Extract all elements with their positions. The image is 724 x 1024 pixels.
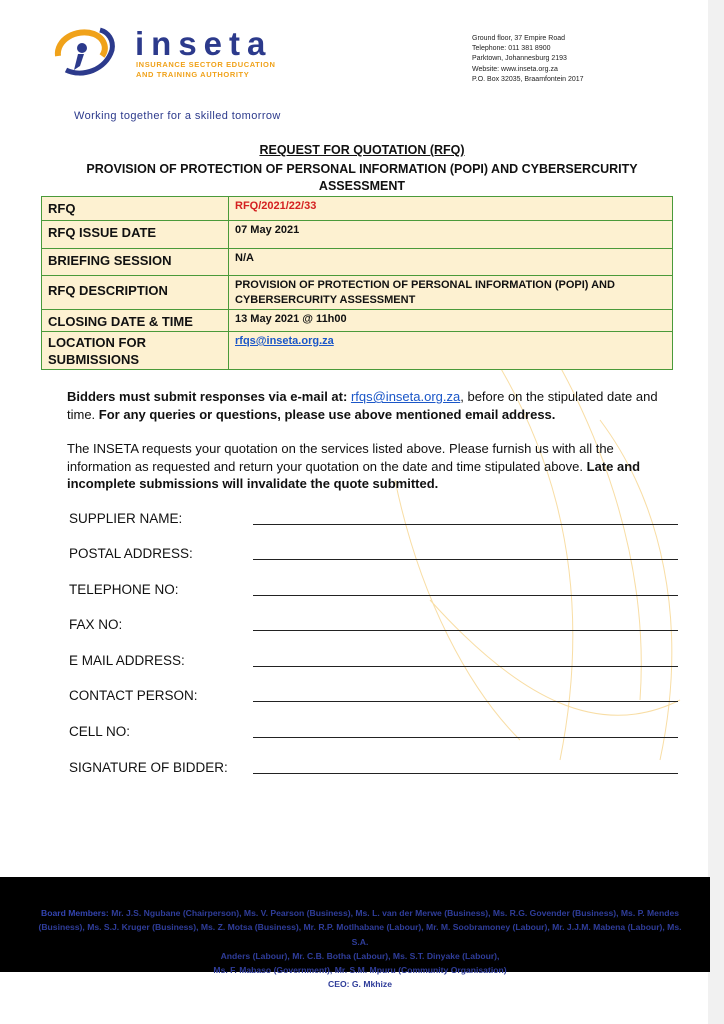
submission-instructions: Bidders must submit responses via e-mail at: rfqs@inseta.org.za, before on the stipulated date and time. For any queries or questions, please use above mentioned email address. bbox=[67, 389, 658, 422]
rfq-details-table bbox=[41, 196, 673, 370]
fill-line[interactable] bbox=[253, 737, 678, 738]
rfq-number: RFQ/2021/22/33 bbox=[229, 197, 673, 221]
contact-city: Parktown, Johannesburg 2193 bbox=[472, 55, 567, 63]
contact-block bbox=[472, 34, 584, 85]
contact-po-box: P.O. Box 32035, Braamfontein 2017 bbox=[472, 75, 584, 83]
table-row bbox=[42, 249, 673, 276]
table-row bbox=[42, 310, 673, 332]
ceo-name: CEO: G. Mkhize bbox=[328, 979, 392, 990]
row-label: RFQ ISSUE DATE bbox=[42, 221, 229, 249]
board-members-label: Board Members: bbox=[40, 908, 109, 918]
telephone-field[interactable] bbox=[69, 582, 679, 600]
contact-website: Website: www.inseta.org.za bbox=[472, 65, 558, 73]
row-label: RFQ bbox=[42, 197, 229, 221]
footer-bar bbox=[0, 877, 710, 990]
fill-line[interactable] bbox=[253, 595, 678, 596]
postal-address-field[interactable] bbox=[69, 546, 679, 564]
fill-line[interactable] bbox=[253, 666, 678, 667]
field-label: FAX NO: bbox=[69, 617, 123, 632]
contact-address: Ground floor, 37 Empire Road bbox=[472, 35, 565, 42]
row-label: LOCATION FOR SUBMISSIONS bbox=[42, 332, 229, 370]
contact-person-field[interactable] bbox=[69, 688, 679, 706]
cell-number-field[interactable] bbox=[69, 724, 679, 742]
contact-telephone: Telephone: 011 381 8900 bbox=[472, 45, 551, 53]
fill-line[interactable] bbox=[253, 773, 678, 774]
row-label: RFQ DESCRIPTION bbox=[42, 276, 229, 310]
field-label: CONTACT PERSON: bbox=[69, 688, 198, 703]
brand-subtitle: INSURANCE SECTOR EDUCATION AND TRAINING AUTHORITY bbox=[136, 60, 276, 79]
briefing-session: N/A bbox=[229, 249, 673, 276]
quotation-request-paragraph: The INSETA requests your quotation on the services listed above. Please furnish us with all the information as requested and return your quotation on the date and time stipulated above. Late and incomplete submissions will invalidate the quote submitted. bbox=[67, 441, 641, 491]
email-address-field[interactable] bbox=[69, 653, 679, 671]
submission-location bbox=[229, 332, 673, 370]
supplier-name-field[interactable] bbox=[69, 511, 679, 529]
field-label: SUPPLIER NAME: bbox=[69, 511, 183, 526]
row-label: CLOSING DATE & TIME bbox=[42, 310, 229, 332]
field-label: POSTAL ADDRESS: bbox=[69, 546, 193, 561]
table-row bbox=[42, 276, 673, 310]
table-row bbox=[42, 221, 673, 249]
board-members-text: Board Members: Mr. J.S. Ngubane (Chairperson), Ms. V. Pearson (Business), Ms. L. van der Merwe (Business), Ms. R.G. Govender (Business), Ms. P. Mendes (Business), Ms. S.J. Kruger (Business), Ms. Z. Motsa (Business), Mr. R.P. Motlhabane (Labour), Mr. M. Soobramoney (Labour), Mr. J.J.M. Mabena (Labour), Ms. S.A. Anders (Labour), Mr. C.B. Botha (Labour), Ms. S.T. Dinyake (Labour), Ms. F. Mabaso (Government), Mr. S.M. Mpuru (Community Organisation) CEO: G. Mkhize bbox=[30, 906, 690, 992]
fax-field[interactable] bbox=[69, 617, 679, 635]
field-label: SIGNATURE OF BIDDER: bbox=[69, 760, 228, 775]
document-subtitle: PROVISION OF PROTECTION OF PERSONAL INFORMATION (POPI) AND CYBERSERCURITY ASSESSMENT bbox=[86, 162, 638, 193]
table-row bbox=[42, 332, 673, 370]
field-label: CELL NO: bbox=[69, 724, 131, 739]
table-row bbox=[42, 197, 673, 221]
closing-date: 13 May 2021 @ 11h00 bbox=[229, 310, 673, 332]
brand-name: inseta bbox=[135, 25, 273, 62]
tagline: Working together for a skilled tomorrow bbox=[74, 110, 281, 122]
fill-line[interactable] bbox=[253, 701, 678, 702]
rfq-description: PROVISION OF PROTECTION OF PERSONAL INFORMATION (POPI) AND CYBERSERCURITY ASSESSMENT bbox=[229, 276, 673, 310]
fill-line[interactable] bbox=[253, 524, 678, 525]
document-title: REQUEST FOR QUOTATION (RFQ) bbox=[259, 143, 465, 157]
submission-email-link[interactable]: rfqs@inseta.org.za bbox=[235, 335, 334, 347]
row-label: BRIEFING SESSION bbox=[42, 249, 229, 276]
field-label: E MAIL ADDRESS: bbox=[69, 653, 185, 668]
signature-field[interactable] bbox=[69, 760, 679, 778]
field-label: TELEPHONE NO: bbox=[69, 582, 179, 597]
inseta-logo-icon bbox=[52, 26, 118, 78]
fill-line[interactable] bbox=[253, 559, 678, 560]
issue-date: 07 May 2021 bbox=[229, 221, 673, 249]
email-link[interactable]: rfqs@inseta.org.za bbox=[350, 389, 461, 404]
fill-line[interactable] bbox=[253, 630, 678, 631]
